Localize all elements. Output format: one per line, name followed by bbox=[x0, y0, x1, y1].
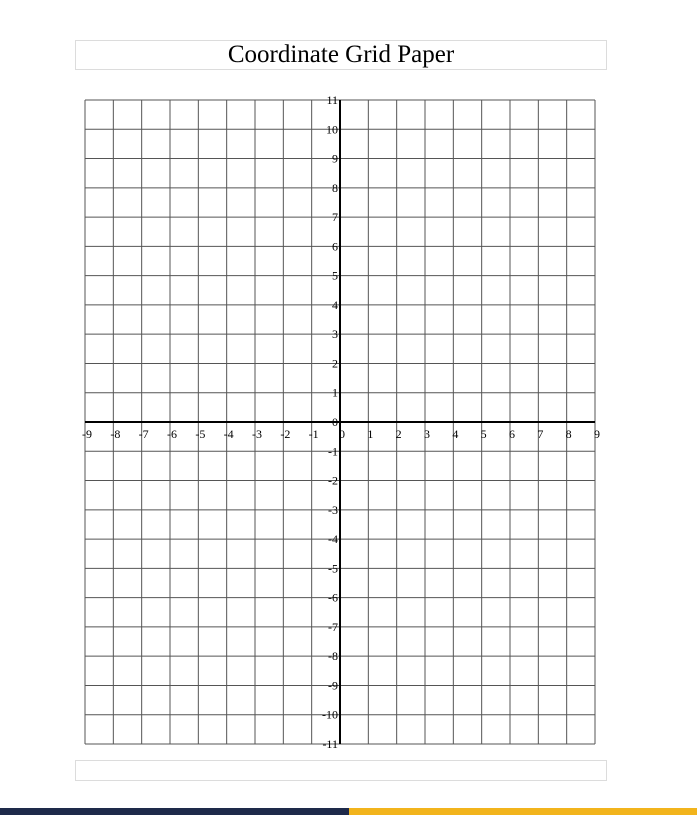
y-tick-label: -8 bbox=[328, 649, 338, 664]
x-tick-label: 6 bbox=[509, 427, 515, 441]
x-tick-label: 0 bbox=[339, 427, 345, 441]
y-tick-label: 9 bbox=[332, 151, 338, 166]
y-tick-label: -7 bbox=[328, 619, 338, 634]
x-tick-label: -7 bbox=[138, 427, 149, 441]
x-tick-label: 9 bbox=[594, 427, 600, 441]
bottom-bar-right bbox=[349, 808, 697, 815]
bottom-accent-bar bbox=[0, 808, 697, 815]
x-tick-label: -2 bbox=[280, 427, 291, 441]
y-tick-label: 4 bbox=[332, 297, 338, 312]
y-tick-label: 10 bbox=[326, 122, 338, 137]
y-tick-label: 5 bbox=[332, 268, 338, 283]
y-tick-label: -9 bbox=[328, 678, 338, 693]
y-tick-label: -3 bbox=[328, 502, 338, 517]
x-tick-label: -4 bbox=[223, 427, 234, 441]
y-tick-label: 2 bbox=[332, 356, 338, 371]
page-title: Coordinate Grid Paper bbox=[227, 41, 455, 68]
y-tick-label: -10 bbox=[322, 707, 338, 722]
y-tick-label: 3 bbox=[332, 327, 338, 342]
x-tick-label: -1 bbox=[308, 427, 319, 441]
x-tick-label: 4 bbox=[452, 427, 459, 441]
x-tick-label: -9 bbox=[82, 427, 92, 441]
x-tick-label: 1 bbox=[367, 427, 374, 441]
x-tick-label: -5 bbox=[195, 427, 206, 441]
y-tick-label: -5 bbox=[328, 561, 338, 576]
y-tick-label: 1 bbox=[332, 385, 338, 400]
x-tick-label: 5 bbox=[480, 427, 487, 441]
bottom-bar-left bbox=[0, 808, 349, 815]
x-tick-label: -3 bbox=[252, 427, 262, 441]
y-tick-label: -2 bbox=[328, 473, 338, 488]
x-tick-label: 3 bbox=[424, 427, 430, 441]
x-tick-label: 8 bbox=[565, 427, 572, 441]
x-tick-label: 7 bbox=[537, 427, 544, 441]
y-tick-label: 8 bbox=[332, 180, 338, 195]
y-tick-label: 6 bbox=[332, 239, 338, 254]
y-tick-label: -11 bbox=[322, 737, 338, 751]
y-tick-label: -1 bbox=[328, 444, 338, 459]
x-tick-label: -6 bbox=[167, 427, 177, 441]
footer-box bbox=[75, 760, 607, 781]
y-tick-label: 11 bbox=[326, 93, 338, 107]
x-tick-label: 2 bbox=[395, 427, 402, 441]
y-tick-label: -4 bbox=[328, 532, 338, 547]
y-tick-label: 7 bbox=[332, 210, 338, 225]
y-tick-label: -6 bbox=[328, 590, 338, 605]
y-tick-label: 0 bbox=[332, 415, 338, 429]
x-tick-labels bbox=[82, 427, 600, 441]
axes bbox=[85, 100, 595, 744]
x-tick-label: -8 bbox=[110, 427, 121, 441]
